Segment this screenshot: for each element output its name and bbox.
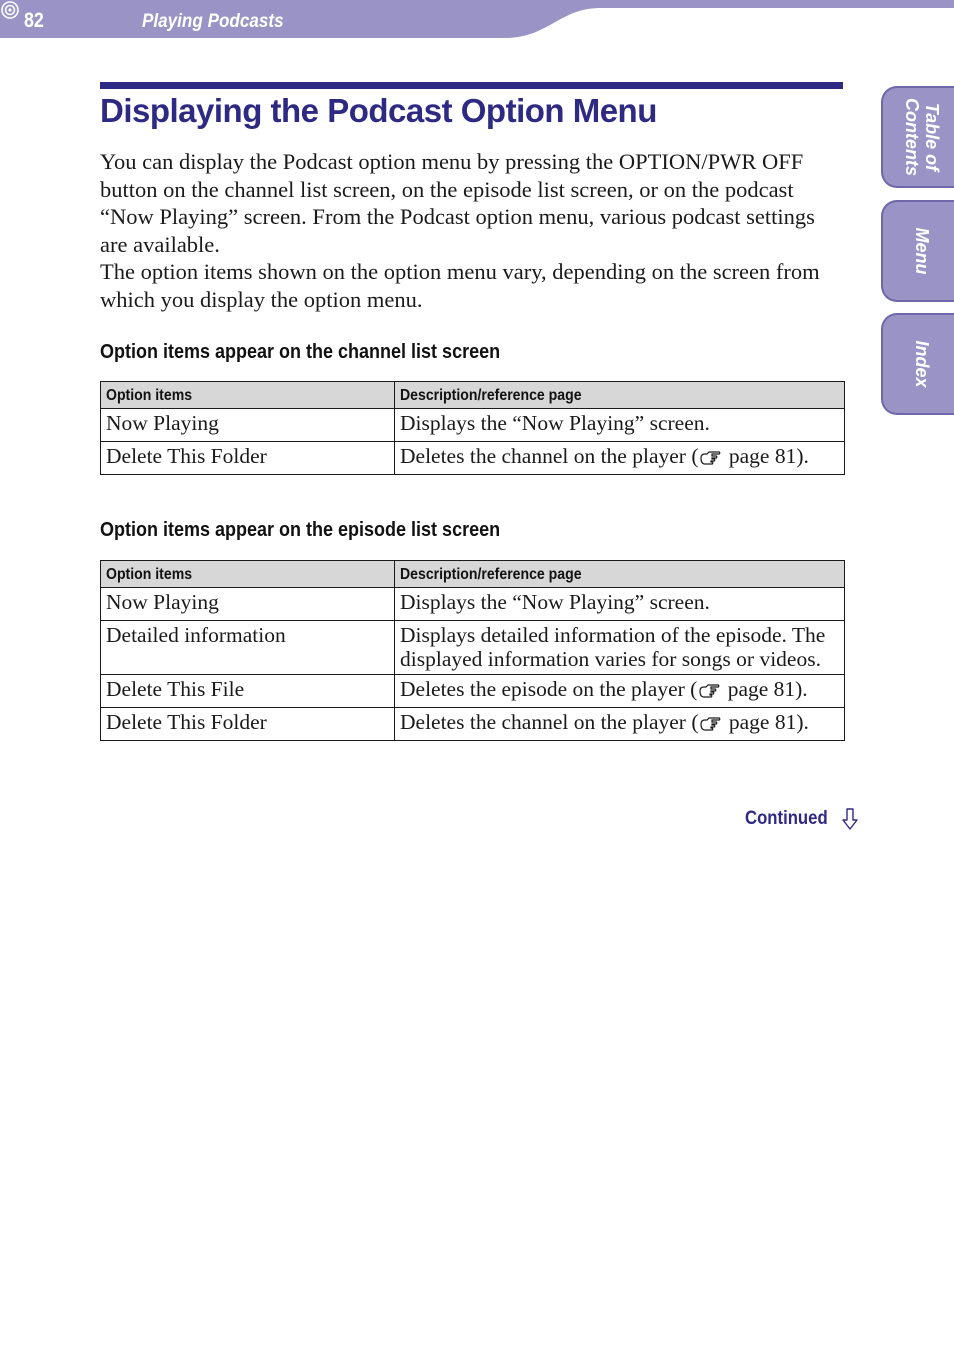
table-row xyxy=(101,409,845,442)
intro-paragraph-2: The option items shown on the option menu vary, depending on the screen from which you display the option menu. xyxy=(100,259,820,312)
page-number: 82 xyxy=(24,9,44,32)
continued-indicator xyxy=(745,808,858,830)
option-description: Deletes the channel on the player ( page 81). xyxy=(395,442,845,475)
column-header-description: Description/reference page xyxy=(395,382,845,409)
page-title: Displaying the Podcast Option Menu xyxy=(100,92,657,129)
table-header-row xyxy=(101,382,845,409)
title-rule xyxy=(100,82,843,89)
option-item: Delete This Folder xyxy=(101,442,395,475)
column-header-option-items: Option items xyxy=(101,382,395,409)
intro-paragraph-1: You can display the Podcast option menu by pressing the OPTION/PWR OFF button on the channel list screen, on the episode list screen, or on the podcast “Now Playing” screen. From the Podcast option menu, various podcast settings are available. xyxy=(100,149,815,257)
section-title: Playing Podcasts xyxy=(142,11,284,32)
tab-menu[interactable] xyxy=(881,200,954,302)
podcast-icon xyxy=(0,0,20,20)
option-description: Deletes the channel on the player ( page 81). xyxy=(395,708,845,741)
option-item: Delete This Folder xyxy=(101,708,395,741)
tab-index-label: Index xyxy=(912,340,932,388)
option-item: Now Playing xyxy=(101,409,395,442)
episode-options-table xyxy=(100,560,845,741)
intro-text xyxy=(100,148,845,313)
tab-table-of-contents-label: Table of Contents xyxy=(902,98,942,176)
pointing-hand-icon xyxy=(699,449,721,465)
option-description: Displays the “Now Playing” screen. xyxy=(395,409,845,442)
arrow-down-icon xyxy=(842,808,858,830)
table-row xyxy=(101,708,845,741)
table-row xyxy=(101,588,845,621)
option-item: Delete This File xyxy=(101,675,395,708)
column-header-option-items: Option items xyxy=(101,561,395,588)
option-item: Detailed information xyxy=(101,621,395,675)
tab-table-of-contents[interactable] xyxy=(881,86,954,188)
table-row xyxy=(101,442,845,475)
option-item: Now Playing xyxy=(101,588,395,621)
pointing-hand-icon xyxy=(698,682,720,698)
table-header-row xyxy=(101,561,845,588)
page-header xyxy=(0,0,954,40)
episode-list-heading: Option items appear on the episode list screen xyxy=(100,519,501,541)
channel-list-heading: Option items appear on the channel list screen xyxy=(100,341,501,363)
option-description: Deletes the episode on the player ( page 81). xyxy=(395,675,845,708)
pointing-hand-icon xyxy=(699,715,721,731)
continued-label: Continued xyxy=(745,808,828,829)
table-row xyxy=(101,675,845,708)
tab-index[interactable] xyxy=(881,313,954,415)
option-description: Displays detailed information of the episode. The displayed information varies for songs or videos. xyxy=(395,621,845,675)
tab-menu-label: Menu xyxy=(912,227,932,275)
column-header-description: Description/reference page xyxy=(395,561,845,588)
channel-options-table xyxy=(100,381,845,475)
option-description: Displays the “Now Playing” screen. xyxy=(395,588,845,621)
table-row xyxy=(101,621,845,675)
